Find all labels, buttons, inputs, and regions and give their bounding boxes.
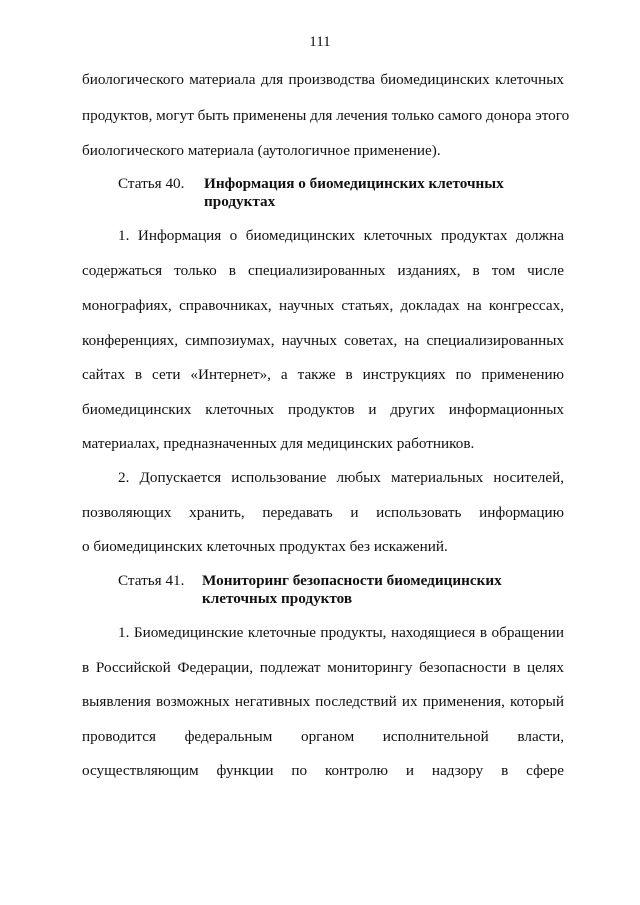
article-41-label: Статья 41. [118,572,185,589]
article-40-p1-line-5: сайтах в сети «Интернет», а также в инструкциях по применению [82,366,564,383]
article-41-p1-line-4: проводится федеральным органом исполнительной власти, [82,728,564,745]
article-40-p1-line-4: конференциях, симпозиумах, научных советах, на специализированных [82,332,564,349]
intro-line-1: биологического материала для производства биомедицинских клеточных [82,71,564,88]
article-40-p1-line-2: содержаться только в специализированных изданиях, в том числе [82,262,564,279]
article-40-label: Статья 40. [118,175,185,192]
article-40-p2-line-3: о биомедицинских клеточных продуктах без искажений. [82,538,448,555]
article-41-p1-line-1: 1. Биомедицинские клеточные продукты, находящиеся в обращении [118,624,564,641]
article-40-p1-line-6: биомедицинских клеточных продуктов и других информационных [82,401,564,418]
article-41-title-line-1: Мониторинг безопасности биомедицинских [202,572,502,589]
article-40-title-line-2: продуктах [204,193,276,210]
intro-line-3: биологического материала (аутологичное применение). [82,142,441,159]
article-40-title-line-1: Информация о биомедицинских клеточных [204,175,504,192]
article-41-p1-line-5: осуществляющим функции по контролю и надзору в сфере [82,762,564,779]
article-41-title-line-2: клеточных продуктов [202,590,353,607]
intro-line-2: продуктов, могут быть применены для лечения только самого донора этого [82,107,570,124]
article-40-p1-line-3: монографиях, справочниках, научных статьях, докладах на конгрессах, [82,297,564,314]
article-40-p1-line-7: материалах, предназначенных для медицинских работников. [82,435,475,452]
article-41-p1-line-2: в Российской Федерации, подлежат мониторингу безопасности в целях [82,659,564,676]
article-40-p2-line-2: позволяющих хранить, передавать и использовать информацию [82,504,564,521]
article-41-p1-line-3: выявления возможных негативных последствий их применения, который [82,693,564,710]
article-40-p2-line-1: 2. Допускается использование любых материальных носителей, [118,469,564,486]
page-number: 111 [309,34,331,50]
article-40-p1-line-1: 1. Информация о биомедицинских клеточных продуктах должна [118,227,564,244]
